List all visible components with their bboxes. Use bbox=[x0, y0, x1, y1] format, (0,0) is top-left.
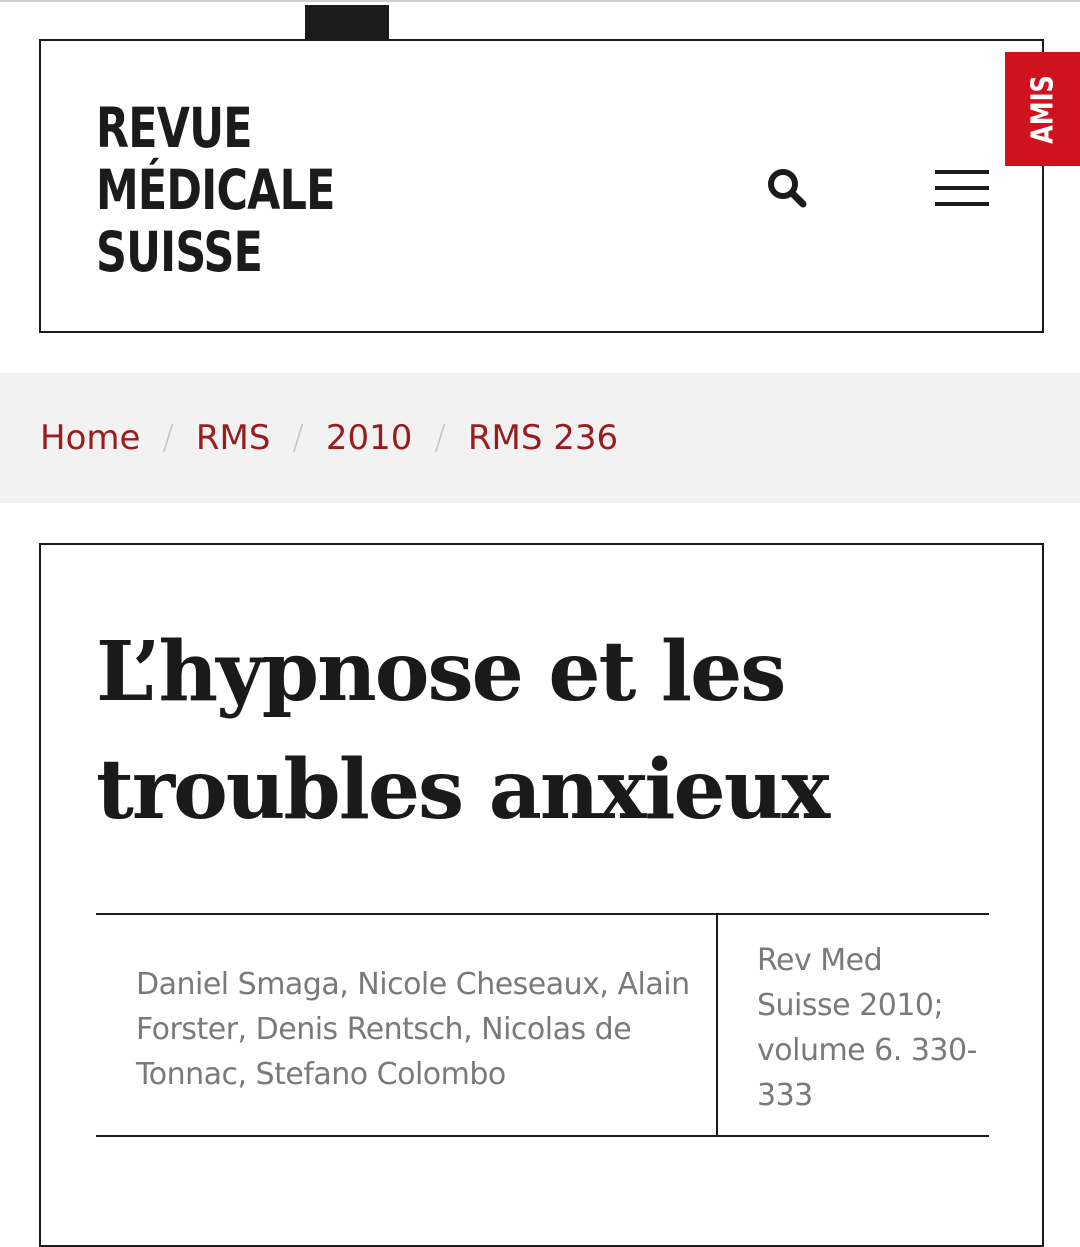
breadcrumb-home[interactable]: Home bbox=[40, 418, 141, 458]
breadcrumb-year[interactable]: 2010 bbox=[325, 418, 413, 458]
site-header bbox=[39, 39, 1044, 333]
site-logo[interactable] bbox=[96, 97, 335, 283]
active-tab-marker bbox=[305, 5, 389, 41]
logo-line-1: REVUE bbox=[96, 96, 252, 160]
top-rule bbox=[0, 0, 1080, 2]
breadcrumb-rms[interactable]: RMS bbox=[195, 418, 271, 458]
article-title: L’hypnose et les troubles anxieux bbox=[96, 624, 829, 838]
meta-divider bbox=[716, 915, 718, 1135]
breadcrumb bbox=[0, 373, 1080, 503]
article-meta bbox=[96, 913, 989, 1137]
logo-line-3: SUISSE bbox=[96, 220, 263, 284]
breadcrumb-separator: / bbox=[292, 418, 304, 458]
logo-line-2: MÉDICALE bbox=[96, 158, 335, 222]
hamburger-menu-icon[interactable] bbox=[935, 168, 989, 208]
amis-side-tab[interactable] bbox=[1005, 52, 1080, 166]
breadcrumb-issue[interactable]: RMS 236 bbox=[467, 418, 619, 458]
search-icon[interactable] bbox=[765, 166, 809, 210]
breadcrumb-separator: / bbox=[162, 418, 174, 458]
article-citation: Rev Med Suisse 2010; volume 6. 330-333 bbox=[757, 943, 977, 1113]
article-card bbox=[39, 543, 1044, 1247]
amis-label: AMIS bbox=[1025, 74, 1060, 144]
article-authors: Daniel Smaga, Nicole Cheseaux, Alain Forster, Denis Rentsch, Nicolas de Tonnac, Stefano Colombo bbox=[136, 967, 690, 1092]
breadcrumb-separator: / bbox=[434, 418, 446, 458]
